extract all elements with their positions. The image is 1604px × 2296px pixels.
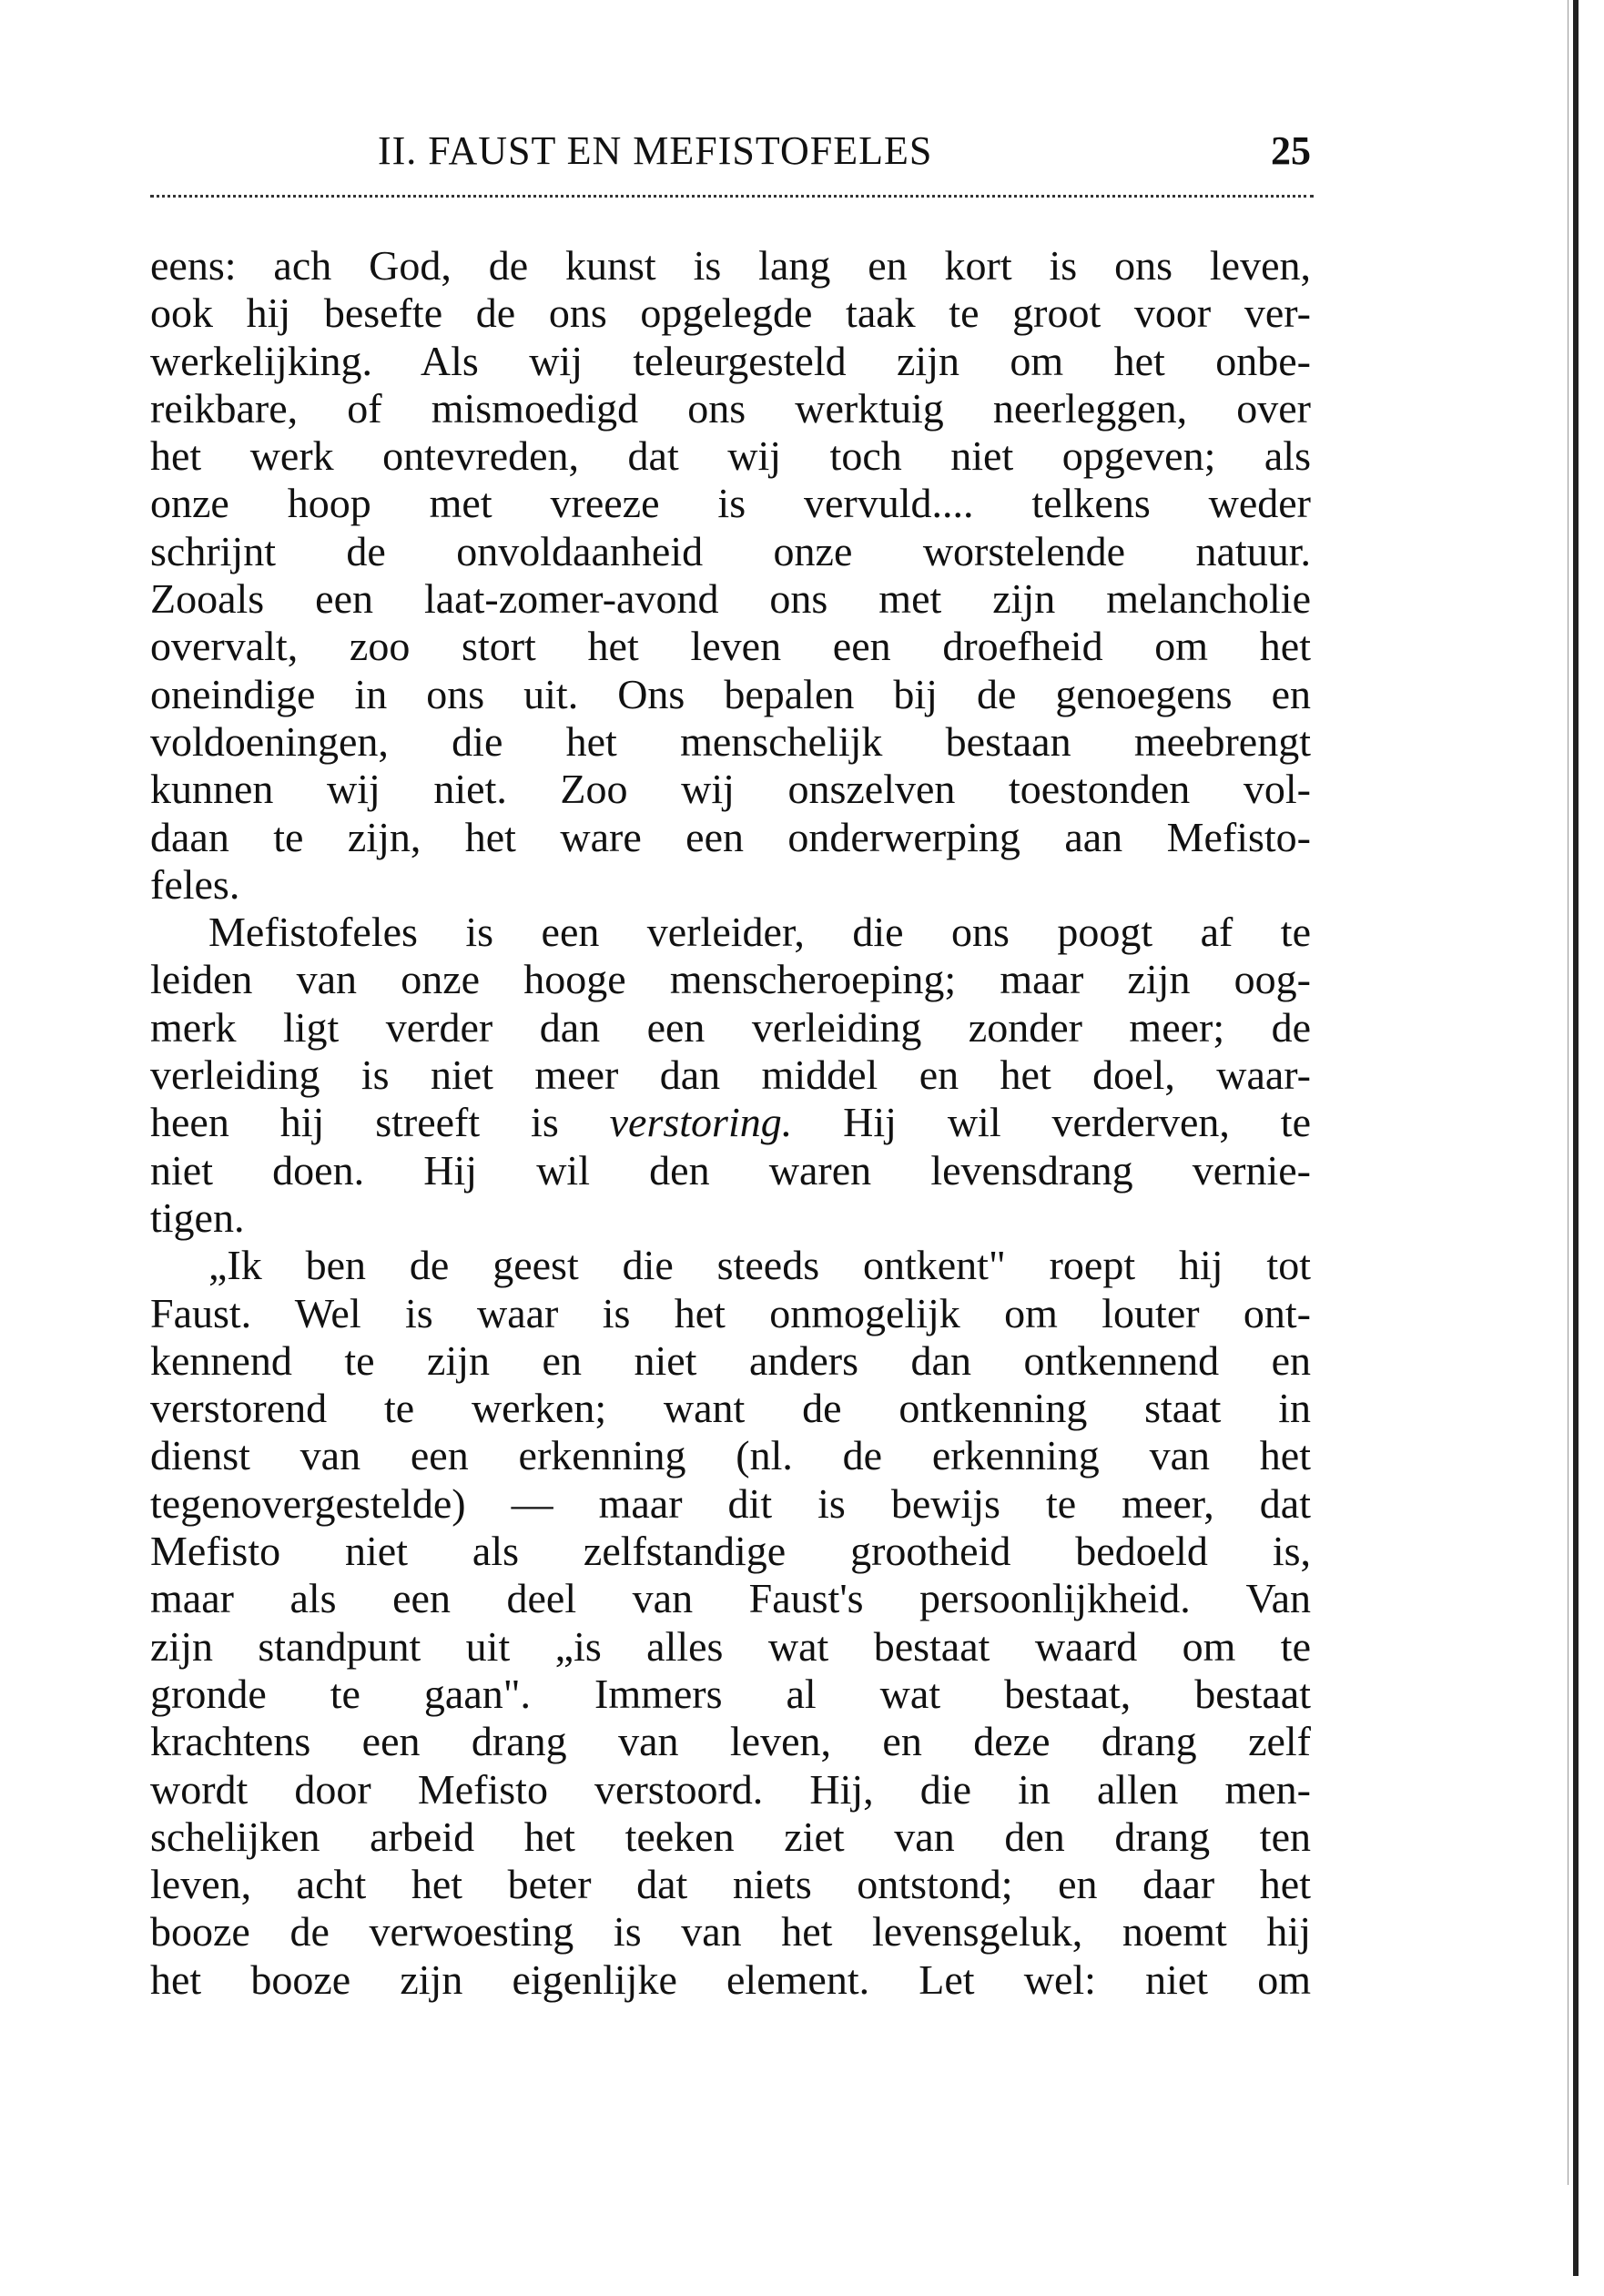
text-line: dienst van een erkenning (nl. de erkenning van het [150, 1432, 1311, 1479]
text-line: merk ligt verder dan een verleiding zonder meer; de [150, 1003, 1311, 1051]
text-segment: Hij wil verderven, te [792, 1099, 1311, 1146]
text-line: daan te zijn, het ware een onderwerping aan Mefisto- [150, 813, 1311, 860]
text-line: Mefisto niet als zelfstandige grootheid bedoeld is, [150, 1528, 1311, 1575]
text-line: gronde te gaan". Immers al wat bestaat, bestaat [150, 1670, 1311, 1717]
text-line: Mefistofeles is een verleider, die ons poogt af te [208, 909, 1311, 956]
text-line: Zooals een laat-zomer-avond ons met zijn melancholie [150, 575, 1311, 623]
page-edge [1573, 0, 1579, 2276]
text-line: overvalt, zoo stort het leven een droefheid om het [150, 623, 1311, 670]
text-line: onze hoop met vreeze is vervuld.... telkens weder [150, 480, 1311, 527]
text-line: feles. [150, 860, 240, 908]
running-title: II. FAUST EN MEFISTOFELES [378, 128, 933, 173]
text-line: kunnen wij niet. Zoo wij onszelven toestonden vol- [150, 766, 1311, 813]
page-header [150, 127, 1311, 182]
body-text [150, 242, 1311, 2004]
text-line: schelijken arbeid het teeken ziet van den drang ten [150, 1813, 1311, 1860]
text-line: ook hij besefte de ons opgelegde taak te groot voor ver- [150, 290, 1311, 337]
text-line: oneindige in ons uit. Ons bepalen bij de genoegens en [150, 670, 1311, 717]
text-line: wordt door Mefisto verstoord. Hij, die in allen men- [150, 1765, 1311, 1813]
text-line: „Ik ben de geest die steeds ontkent" roept hij tot [208, 1242, 1311, 1289]
page-number: 25 [1271, 128, 1311, 173]
text-line: leiden van onze hooge menscheroeping; maar zijn oog- [150, 956, 1311, 1003]
text-line: voldoeningen, die het menschelijk bestaan meebrengt [150, 717, 1311, 765]
text-line: maar als een deel van Faust's persoonlijkheid. Van [150, 1575, 1311, 1622]
italic-emphasis: verstoring. [609, 1099, 793, 1146]
text-line: verleiding is niet meer dan middel en het doel, waar- [150, 1051, 1311, 1099]
text-line [150, 1099, 1311, 1146]
text-line: tigen. [150, 1194, 245, 1241]
text-line: werkelijking. Als wij teleurgesteld zijn om het onbe- [150, 337, 1311, 384]
text-line: verstorend te werken; want de ontkenning staat in [150, 1385, 1311, 1432]
text-line: niet doen. Hij wil den waren levensdrang vernie- [150, 1146, 1311, 1194]
text-line: eens: ach God, de kunst is lang en kort is ons leven, [150, 242, 1311, 289]
text-line: leven, acht het beter dat niets ontstond; en daar het [150, 1861, 1311, 1908]
text-line: zijn standpunt uit „is alles wat bestaat waard om te [150, 1622, 1311, 1670]
text-line: tegenovergestelde) — maar dit is bewijs te meer, dat [150, 1479, 1311, 1527]
text-line: het booze zijn eigenlijke element. Let wel: niet om [150, 1956, 1311, 2003]
dotted-rule [150, 195, 1314, 198]
text-line: krachtens een drang van leven, en deze drang zelf [150, 1718, 1311, 1765]
text-segment: heen hij streeft is [150, 1099, 610, 1146]
text-line: schrijnt de onvoldaanheid onze worstelende natuur. [150, 527, 1311, 574]
text-line: Faust. Wel is waar is het onmogelijk om louter ont- [150, 1289, 1311, 1336]
text-line: booze de verwoesting is van het levensgeluk, noemt hij [150, 1908, 1311, 1956]
text-line: reikbare, of mismoedigd ons werktuig neerleggen, over [150, 384, 1311, 432]
text-line: het werk ontevreden, dat wij toch niet opgeven; als [150, 432, 1311, 480]
text-line: kennend te zijn en niet anders dan ontkennend en [150, 1336, 1311, 1384]
